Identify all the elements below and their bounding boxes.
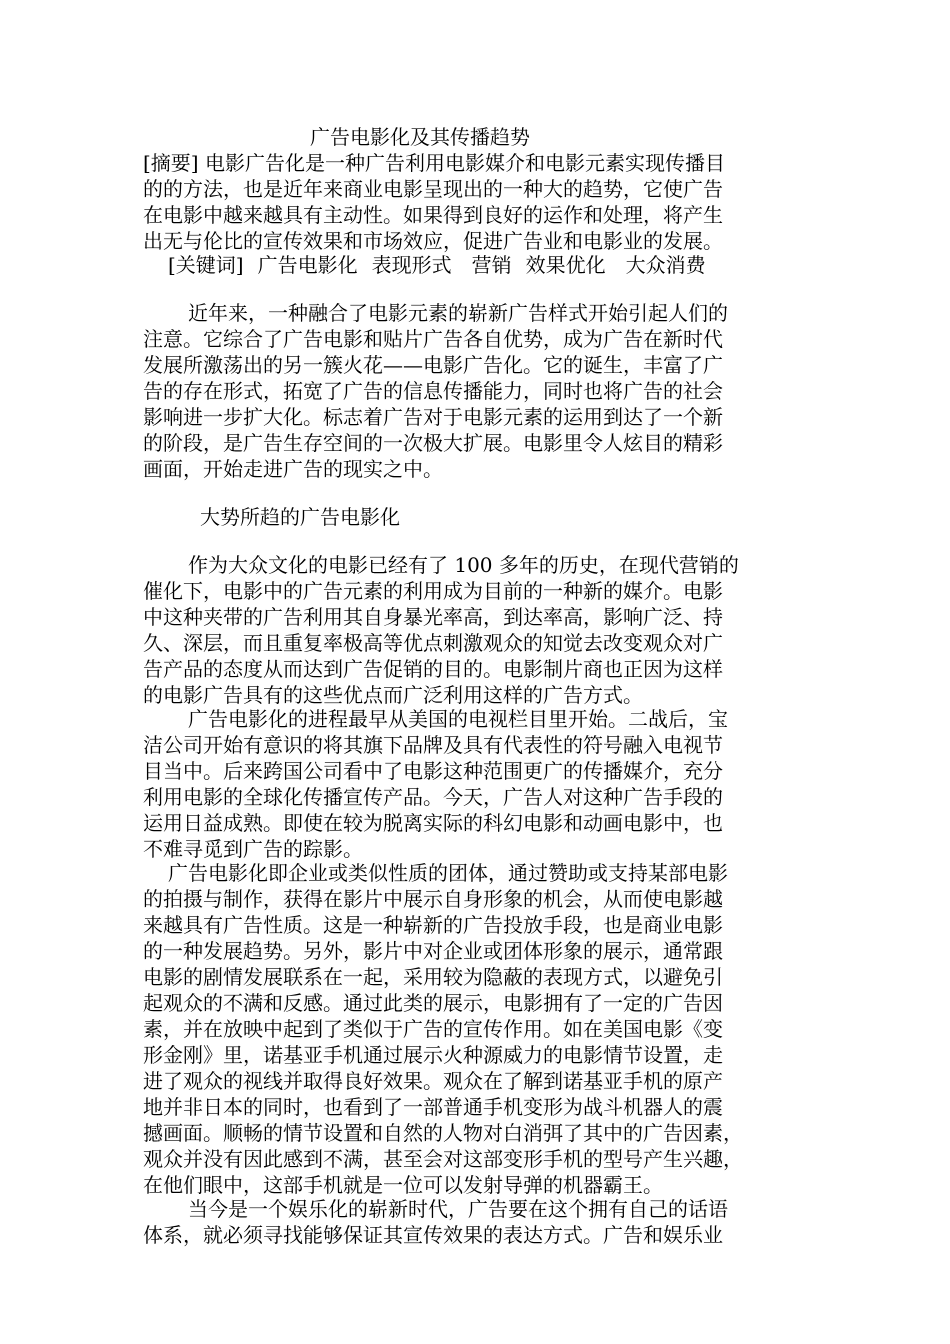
paragraph-line: 不难寻觅到广告的踪影。	[143, 837, 363, 861]
paragraph-line: 的一种发展趋势。另外，影片中对企业或团体形象的展示，通常跟	[143, 939, 723, 963]
paragraph-line: 来越具有广告性质。这是一种崭新的广告投放手段，也是商业电影	[143, 913, 723, 937]
paragraph-line: 地并非日本的同时，也看到了一部普通手机变形为战斗机器人的震	[143, 1095, 723, 1119]
paragraph-line: 在他们眼中，这部手机就是一位可以发射导弹的机器霸王。	[143, 1173, 663, 1197]
paragraph-line: 洁公司开始有意识的将其旗下品牌及具有代表性的符号融入电视节	[143, 733, 723, 757]
paragraph-line: 起观众的不满和反感。通过此类的展示，电影拥有了一定的广告因	[143, 991, 723, 1015]
intro-line: 注意。它综合了广告电影和贴片广告各自优势，成为广告在新时代	[143, 327, 723, 351]
paragraph-line: 形金刚》里，诺基亚手机通过展示火种源威力的电影情节设置，走	[143, 1043, 723, 1067]
paragraph-line: 目当中。后来跨国公司看中了电影这种范围更广的传播媒介，充分	[143, 759, 723, 783]
paragraph-line: 利用电影的全球化传播宣传产品。今天，广告人对这种广告手段的	[143, 785, 723, 809]
intro-line: 告的存在形式，拓宽了广告的信息传播能力，同时也将广告的社会	[143, 379, 723, 403]
intro-line: 的阶段，是广告生存空间的一次极大扩展。电影里令人炫目的精彩	[143, 431, 723, 455]
paragraph-line: 电影的剧情发展联系在一起，采用较为隐蔽的表现方式，以避免引	[143, 965, 723, 989]
paragraph-line: 中这种夹带的广告利用其自身暴光率高，到达率高，影响广泛、持	[143, 605, 723, 629]
intro-line: 画面，开始走进广告的现实之中。	[143, 457, 443, 481]
abstract-line: 的的方法，也是近年来商业电影呈现出的一种大的趋势，它使广告	[143, 177, 723, 201]
keyword: 广告电影化	[257, 253, 358, 277]
keywords-label: [关键词]	[168, 253, 244, 277]
abstract-line: 出无与伦比的宣传效果和市场效应，促进广告业和电影业的发展。	[143, 229, 723, 253]
keyword: 大众消费	[625, 253, 706, 277]
paragraph-line: 作为大众文化的电影已经有了 100 多年的历史，在现代营销的	[188, 553, 739, 577]
paragraph-line: 久、深层，而且重复率极高等优点刺激观众的知觉去改变观众对广	[143, 631, 723, 655]
abstract-line: [摘要] 电影广告化是一种广告利用电影媒介和电影元素实现传播目	[143, 151, 725, 175]
intro-line: 近年来，一种融合了电影元素的崭新广告样式开始引起人们的	[188, 301, 728, 325]
keywords-line	[168, 252, 838, 278]
paragraph-line: 进了观众的视线并取得良好效果。观众在了解到诺基亚手机的原产	[143, 1069, 723, 1093]
paragraph-line: 广告电影化的进程最早从美国的电视栏目里开始。二战后，宝	[188, 707, 728, 731]
paragraph-line: 告产品的态度从而达到广告促销的目的。电影制片商也正因为这样	[143, 657, 723, 681]
keyword: 表现形式	[371, 253, 452, 277]
paragraph-line: 催化下，电影中的广告元素的利用成为目前的一种新的媒介。电影	[143, 579, 723, 603]
keyword: 营销	[471, 253, 512, 277]
keyword: 效果优化	[525, 253, 606, 277]
paragraph-line: 运用日益成熟。即使在较为脱离实际的科幻电影和动画电影中，也	[143, 811, 723, 835]
paragraph-line: 观众并没有因此感到不满，甚至会对这部变形手机的型号产生兴趣，	[143, 1147, 743, 1171]
paragraph-line: 体系，就必须寻找能够保证其宣传效果的表达方式。广告和娱乐业	[143, 1223, 723, 1247]
paragraph-line: 撼画面。顺畅的情节设置和自然的人物对白消弭了其中的广告因素，	[143, 1121, 743, 1145]
section-heading: 大势所趋的广告电影化	[200, 505, 400, 529]
paragraph-line: 当今是一个娱乐化的崭新时代，广告要在这个拥有自己的话语	[188, 1197, 728, 1221]
abstract-line: 在电影中越来越具有主动性。如果得到良好的运作和处理，将产生	[143, 203, 723, 227]
document-title: 广告电影化及其传播趋势	[310, 125, 530, 149]
paragraph-line: 的电影广告具有的这些优点而广泛利用这样的广告方式。	[143, 683, 643, 707]
intro-line: 影响进一步扩大化。标志着广告对于电影元素的运用到达了一个新	[143, 405, 723, 429]
paragraph-line: 广告电影化即企业或类似性质的团体，通过赞助或支持某部电影	[168, 861, 728, 885]
intro-line: 发展所激荡出的另一簇火花——电影广告化。它的诞生，丰富了广	[143, 353, 723, 377]
paragraph-line: 素，并在放映中起到了类似于广告的宣传作用。如在美国电影《变	[143, 1017, 723, 1041]
paragraph-line: 的拍摄与制作，获得在影片中展示自身形象的机会，从而使电影越	[143, 887, 723, 911]
